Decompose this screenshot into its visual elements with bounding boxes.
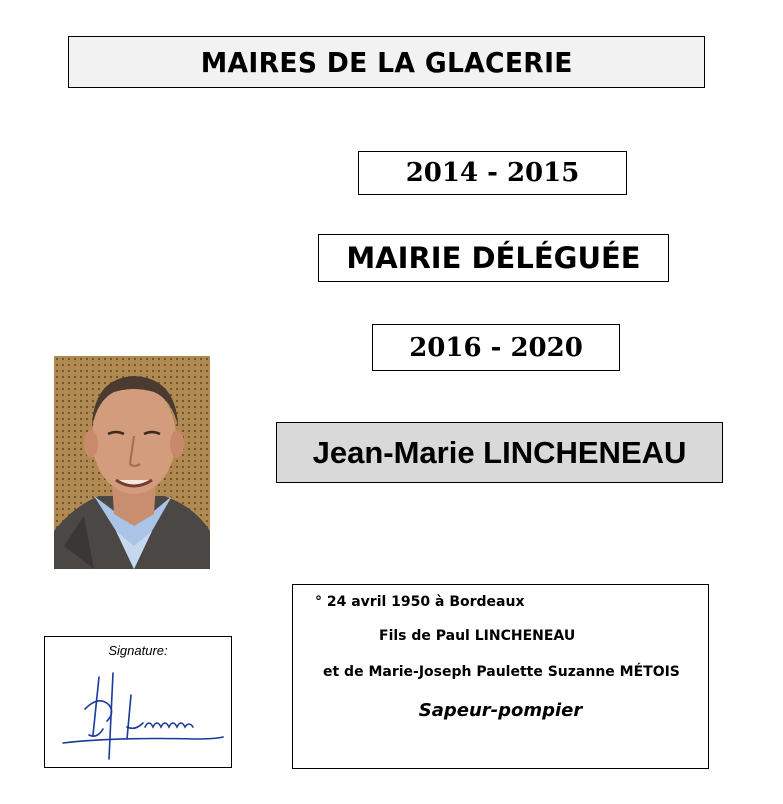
profession: Sapeur-pompier (418, 700, 583, 721)
page-title: MAIRES DE LA GLACERIE (200, 45, 573, 79)
delegated-label: MAIRIE DÉLÉGUÉE (346, 241, 641, 275)
term-first-box (358, 151, 627, 195)
birth-info: ° 24 avril 1950 à Bordeaux (315, 594, 525, 610)
signature-box (44, 636, 232, 768)
signature-label: Signature: (108, 643, 168, 658)
mother-info: et de Marie-Joseph Paulette Suzanne MÉTOIS (323, 664, 680, 680)
biography-box (292, 584, 709, 769)
delegated-box (318, 234, 669, 282)
term-second: 2016 - 2020 (409, 332, 583, 363)
mayor-name: Jean-Marie LINCHENEAU (312, 434, 687, 470)
signature-image (55, 665, 225, 763)
term-first: 2014 - 2015 (405, 158, 580, 188)
mayor-name-box (276, 422, 723, 483)
portrait-photo-icon (54, 356, 210, 569)
term-second-box (372, 324, 620, 371)
father-info: Fils de Paul LINCHENEAU (379, 628, 576, 644)
page-title-box (68, 36, 705, 88)
